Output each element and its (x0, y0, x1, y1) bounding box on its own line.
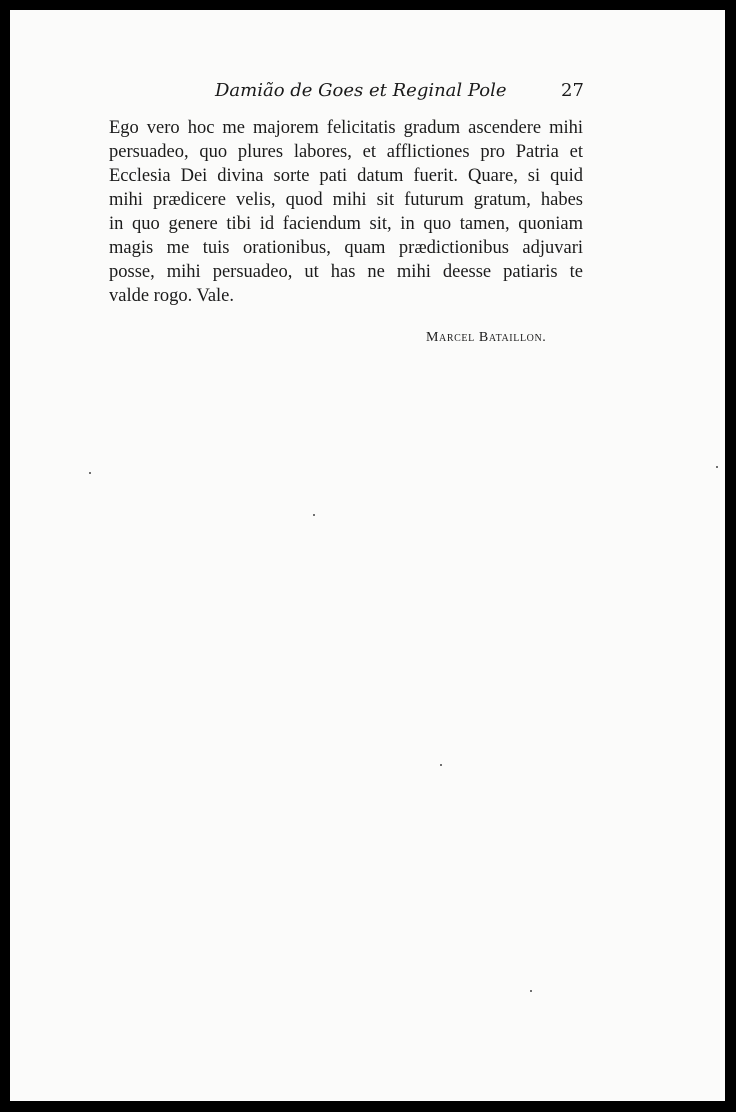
text-line: Ecclesia Dei divina sorte pati datum fuerit. Quare, si quid (109, 166, 583, 186)
author-signature: Marcel Bataillon. (426, 330, 547, 345)
print-speck (716, 466, 718, 468)
print-speck (89, 472, 91, 474)
text-line: mihi prædicere velis, quod mihi sit futurum gratum, habes (109, 190, 583, 210)
letter-paragraph (109, 116, 583, 308)
page-number: 27 (561, 80, 584, 101)
text-line: magis me tuis orationibus, quam prædictionibus adjuvari (109, 238, 583, 258)
text-line: posse, mihi persuadeo, ut has ne mihi deesse patiaris te (109, 262, 583, 282)
text-line: in quo genere tibi id faciendum sit, in quo tamen, quoniam (109, 214, 583, 234)
text-line: persuadeo, quo plures labores, et afflictiones pro Patria et (109, 142, 583, 162)
running-head (10, 80, 725, 110)
running-title: Damião de Goes et Reginal Pole (215, 80, 507, 101)
print-speck (313, 514, 315, 516)
book-page (10, 10, 725, 1101)
print-speck (440, 764, 442, 766)
print-speck (530, 990, 532, 992)
text-line: valde rogo. Vale. (109, 286, 235, 306)
text-line: Ego vero hoc me majorem felicitatis gradum ascendere mihi (109, 118, 583, 138)
